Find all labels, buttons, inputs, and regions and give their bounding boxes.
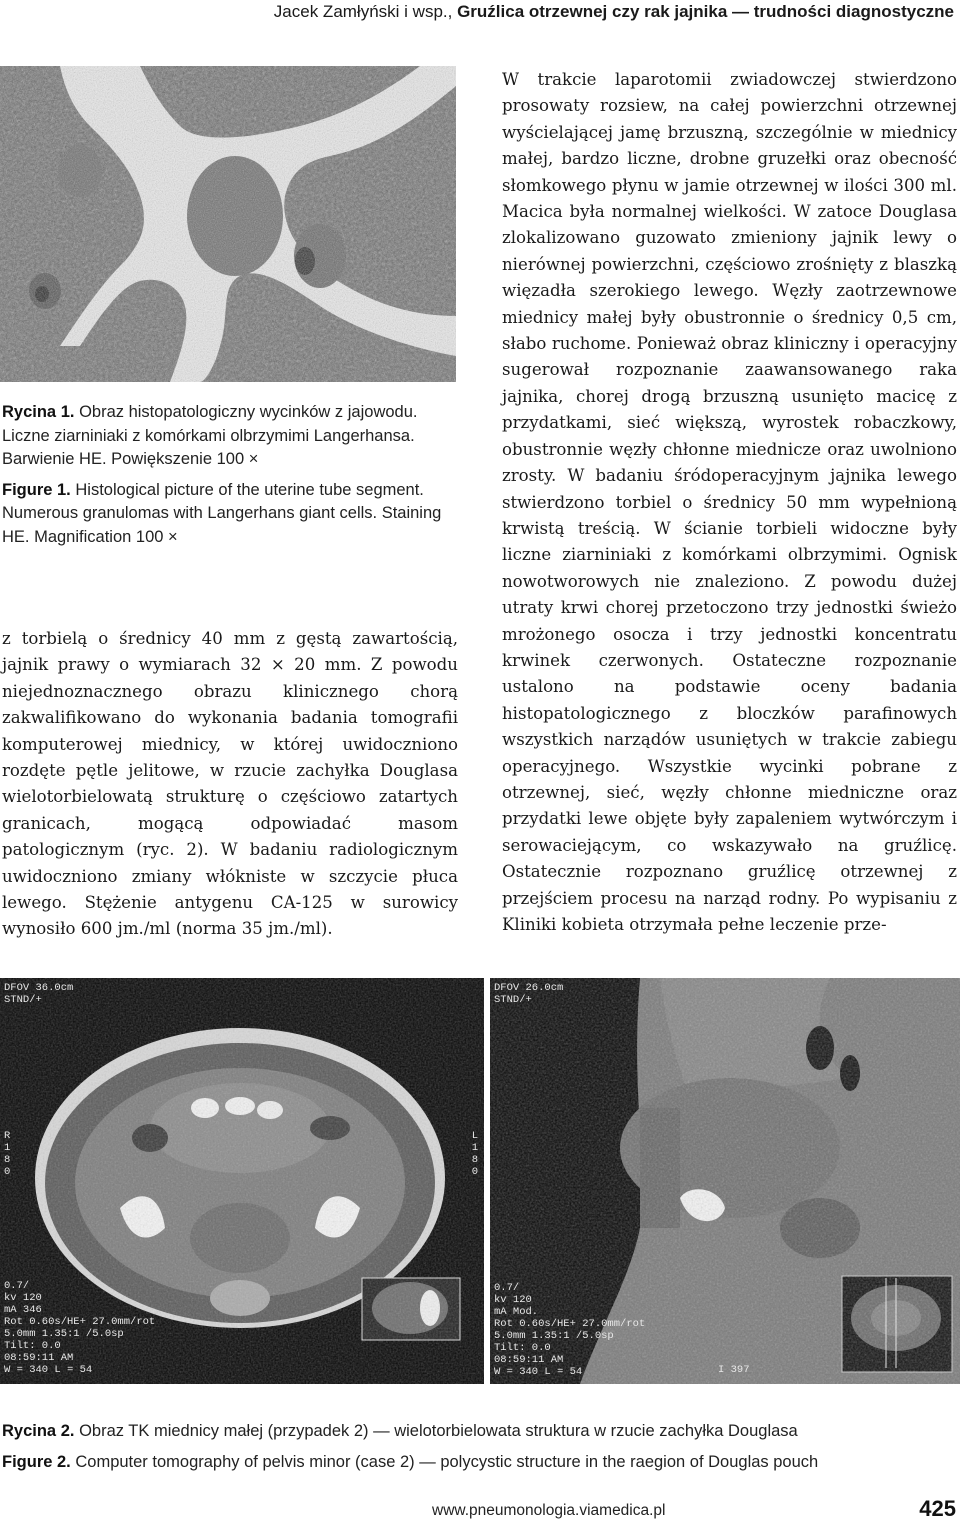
ct-axial-header: DFOV 36.0cm STND/+ (4, 982, 74, 1006)
journal-url: www.pneumonologia.viamedica.pl (432, 1502, 666, 1519)
ct-axial-image (0, 978, 484, 1384)
caption-text: Histological picture of the uterine tube segment. Numerous granulomas with Langerhans giant cells. Staining HE. Magnification 100 × (2, 480, 442, 546)
caption-label: Rycina 1. (2, 403, 75, 421)
left-column-text (2, 626, 458, 943)
caption-text: Computer tomography of pelvis minor (case 2) — polycystic structure in the raegion of Douglas pouch (75, 1452, 819, 1471)
right-column-text (502, 67, 957, 938)
ct-axial-left-marker: R 1 8 0 (4, 1130, 11, 1178)
header-authors: Jacek Zamłyński i wsp. (273, 2, 448, 21)
figure1-caption-en (2, 479, 458, 550)
caption-label: Figure 2. (2, 1452, 71, 1471)
caption-text: Obraz TK miednicy małej (przypadek 2) — wielotorbielowata struktura w rzucie zachyłka Douglasa (79, 1422, 798, 1440)
figure1-caption-pl (2, 401, 458, 472)
caption-label: Figure 1. (2, 480, 71, 499)
ct-sagittal-params: 0.7/ kv 120 mA Mod. Rot 0.60s/HE+ 27.0mm/rot 5.0mm 1.35:1 /5.0sp Tilt: 0.0 08:59:11 AM W = 340 L = 54 (494, 1282, 646, 1378)
running-header: Jacek Zamłyński i wsp., Gruźlica otrzewnej czy rak jajnika — trudności diagnostyczne (273, 2, 954, 21)
body-paragraph: z torbielą o średnicy 40 mm z gęstą zawartością, jajnik prawy o wymiarach 32 × 20 mm. Z powodu niejednoznacznego obrazu klinicznego chorą zakwalifikowano do wykonania badania tomografii komputerowej miednicy, w której uwidoczniono rozdęte pętle jelitowe, w rzucie zachyłka Douglasa wielotorbielowatą strukturę o częściowo zatartych granicach, mogącą odpowiadać masom patologicznym (ryc. 2). W badaniu radiologicznym uwidoczniono zmiany włókniste w szczycie płuca lewego. Stężenie antygenu CA-125 w surowicy wynosiło 600 jm./ml (norma 35 jm./ml). (2, 629, 458, 939)
body-paragraph: W trakcie laparotomii zwiadowczej stwierdzono prosowaty rozsiew, na całej powierzchni otrzewnej wyścielającej jamę brzuszną, szczególnie w miednicy małej, bardzo liczne, drobne gruzełki oraz obecność słomkowego płynu w jamie otrzewnej w ilości 300 ml. Macica była normalnej wielkości. W zatoce Douglasa zlokalizowano guzowato zmieniony jajnik lewy o nierównej powierzchni, częściowo zrośnięty z blaszką więzadła szerokiego lewego. Węzły zaotrzewnowe miednicy małej były obustronnie o średnicy 0,5 cm, słabo ruchome. Ponieważ obraz kliniczny i operacyjny sugerował rozpoznanie zaawansowanego raka jajnika, chorej drogą brzuszną usunięto macicę z przydatkami, sieć większą, wyrostek robaczkowy, obustronnie węzły chłonne miednicze oraz uwolniono zrosty. W badaniu śródoperacyjnym jajnika lewego stwierdzono torbiel o średnicy 50 mm wypełnioną krwistą treścią. W ścianie torbieli widoczne były liczne ziarniniaki z komórkami olbrzymimi. Ognisk nowotworowych nie znaleziono. Z powodu dużej utraty krwi chorej przetoczono trzy jednostki świeżo mrożonego osocza i trzy jednostki koncentratu krwinek czerwonych. Ostateczne rozpoznanie ustalono na podstawie oceny badania histopatologicznego z bloczków parafinowych wszystkich narządów usuniętych w trakcie zabiegu operacyjnego. Wszystkie wycinki pobrane z otrzewnej, sieć, węzły chłonne miedniczne oraz przydatki lewe objęte były zapaleniem wytwórczym i serowaciejącym, co wskazywało na gruźlicę. Ostatecznie rozpoznano gruźlicę otrzewnej z przejściem procesu na narząd rodny. Po wypisaniu z Kliniki kobieta otrzymała pełne leczenie prze- (502, 70, 957, 934)
figure2-caption-pl (2, 1420, 958, 1444)
ct-sagittal-image (490, 978, 960, 1384)
figure1-caption (2, 401, 458, 556)
caption-text: Obraz histopatologiczny wycinków z jajowodu. Liczne ziarniniaki z komórkami olbrzymimi Langerhansa. Barwienie HE. Powiększenie 100 × (2, 403, 418, 468)
ct-sagittal-header: DFOV 26.0cm STND/+ (494, 982, 564, 1006)
page-number: 425 (919, 1496, 956, 1521)
ct-sagittal-image-number: I 397 (718, 1364, 750, 1376)
ct-axial-right-marker: L 1 8 0 (471, 1130, 478, 1178)
header-title: Gruźlica otrzewnej czy rak jajnika — trudności diagnostyczne (457, 2, 954, 21)
caption-label: Rycina 2. (2, 1422, 75, 1440)
ct-axial-params: 0.7/ kv 120 mA 346 Rot 0.60s/HE+ 27.0mm/rot 5.0mm 1.35:1 /5.0sp Tilt: 0.0 08:59:11 AM W = 340 L = 54 (4, 1280, 156, 1376)
figure2-caption-en (2, 1451, 958, 1475)
histopathology-image (0, 66, 456, 382)
figure2-caption (2, 1420, 958, 1481)
